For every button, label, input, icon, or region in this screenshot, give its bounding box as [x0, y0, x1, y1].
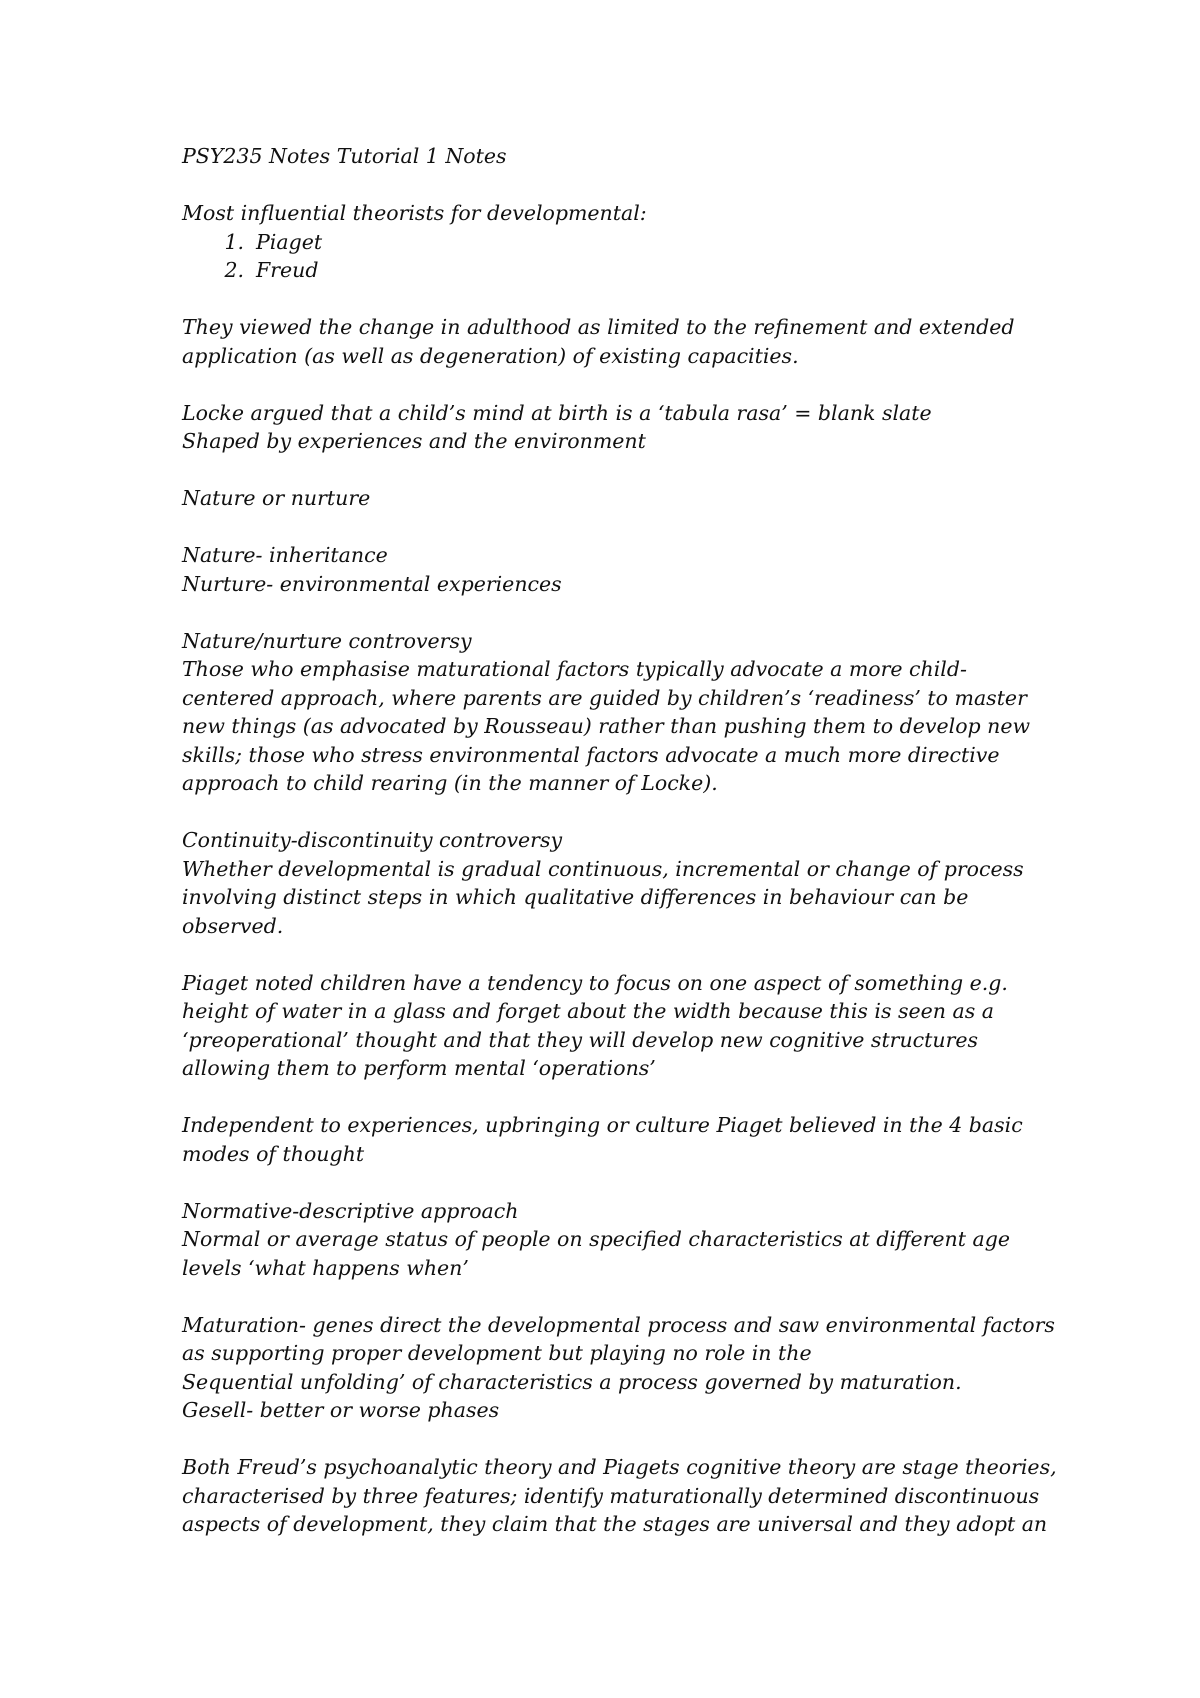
list-text: Piaget	[256, 229, 323, 254]
text-line: Piaget noted children have a tendency to focus on one aspect of something e.g.	[182, 970, 1008, 995]
text-line: Both Freud’s psychoanalytic theory and Piagets cognitive theory are stage theories,	[182, 1455, 1057, 1479]
text-line: Nurture- environmental experiences	[182, 571, 562, 596]
text-line: skills; those who stress environmental factors advocate a much more directive	[182, 742, 1000, 767]
text-line: height of water in a glass and forget about the width because this is seen as a	[182, 999, 995, 1023]
text-line: Nature- inheritance	[182, 543, 388, 567]
list-number: 1.	[224, 229, 244, 254]
text-line: Those who emphasise maturational factors typically advocate a more child-	[182, 657, 967, 681]
text-line: application (as well as degeneration) of existing capacities.	[182, 343, 799, 368]
list-text: Freud	[256, 258, 319, 282]
text-line: Independent to experiences, upbringing or culture Piaget believed in the 4 basic	[182, 1113, 1023, 1137]
text-line: Locke argued that a child’s mind at birth is a ‘tabula rasa’ = blank slate	[182, 400, 932, 425]
text-line: centered approach, where parents are guided by children’s ‘readiness’ to master	[182, 685, 1027, 710]
text-line: new things (as advocated by Rousseau) rather than pushing them to develop new	[182, 714, 1031, 738]
intro-line: Most influential theorists for developmental:	[182, 201, 647, 225]
text-line: levels ‘what happens when’	[182, 1255, 469, 1280]
list-number: 2.	[224, 258, 244, 282]
text-line: ‘preoperational’ thought and that they will develop new cognitive structures	[182, 1027, 979, 1052]
text-line: allowing them to perform mental ‘operations’	[182, 1056, 656, 1080]
document-title: PSY235 Notes Tutorial 1 Notes	[182, 144, 507, 168]
text-line: observed.	[182, 913, 284, 938]
text-line: Sequential unfolding’ of characteristics a process governed by maturation.	[182, 1369, 962, 1394]
text-line: Maturation- genes direct the developmental process and saw environmental factors	[182, 1312, 1055, 1337]
text-line: Gesell- better or worse phases	[182, 1398, 500, 1422]
text-line: Whether developmental is gradual continuous, incremental or change of process	[182, 856, 1024, 881]
document-body	[182, 142, 1057, 1539]
section-heading: Normative-descriptive approach	[182, 1198, 519, 1223]
text-line: as supporting proper development but playing no role in the	[182, 1341, 812, 1365]
text-line: characterised by three features; identify maturationally determined discontinuous	[182, 1483, 1040, 1508]
text-line: aspects of development, they claim that the stages are universal and they adopt an	[182, 1512, 1048, 1536]
list-item	[182, 228, 1042, 257]
section-heading: Continuity-discontinuity controversy	[182, 828, 563, 852]
text-line: Nature or nurture	[182, 486, 371, 510]
text-line: involving distinct steps in which qualitative differences in behaviour can be	[182, 885, 969, 909]
section-heading: Nature/nurture controversy	[182, 628, 472, 653]
list-item	[182, 256, 1042, 285]
text-line: approach to child rearing (in the manner of Locke).	[182, 771, 718, 795]
text-line: Shaped by experiences and the environment	[182, 429, 646, 453]
text-line: They viewed the change in adulthood as limited to the refinement and extended	[182, 315, 1015, 339]
text-line: modes of thought	[182, 1141, 365, 1166]
text-line: Normal or average status of people on specified characteristics at different age	[182, 1227, 1010, 1251]
